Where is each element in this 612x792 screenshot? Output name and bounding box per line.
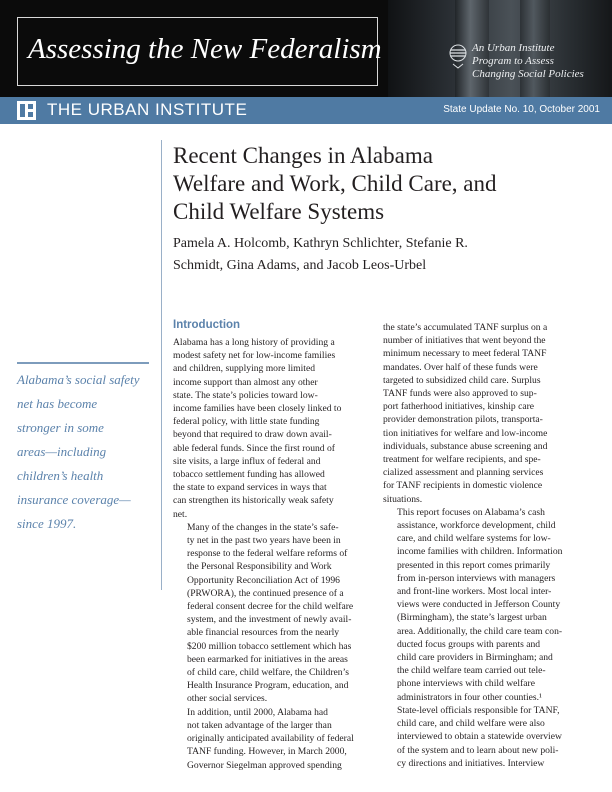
- pull-quote-line: children’s health: [17, 468, 104, 483]
- body-line: treatment for welfare recipients, and spe-: [383, 454, 541, 466]
- body-line: port fatherhood initiatives, kinship care: [383, 401, 535, 413]
- body-line: able financial resources from the nearly: [187, 627, 340, 639]
- body-line: beyond that required to draw down avail-: [173, 429, 332, 441]
- body-line: ty net in the past two years have been in: [187, 535, 341, 547]
- body-line: of the system and to learn about new poli-: [397, 744, 559, 756]
- pull-quote: [17, 368, 157, 536]
- body-line: tion initiatives for welfare and low-income: [383, 427, 548, 439]
- body-line: income families have been closely linked to: [173, 403, 342, 415]
- body-paragraph: [173, 706, 371, 772]
- body-line: TANF funding. However, in March 2000,: [187, 746, 347, 758]
- body-line: the state’s accumulated TANF surplus on a: [383, 322, 548, 333]
- body-line: and front-line workers. Most local inter-: [397, 586, 552, 598]
- section-heading: Introduction: [173, 319, 241, 331]
- state-update-label: State Update No. 10, October 2001: [443, 104, 600, 115]
- body-line: Governor Siegelman approved spending: [187, 759, 342, 771]
- body-paragraph: [383, 506, 581, 770]
- body-line: and children, supplying more limited: [173, 363, 316, 375]
- body-line: cy directions and initiatives. Interview: [397, 757, 545, 769]
- body-line: (PRWORA), the continued presence of a: [187, 587, 344, 599]
- body-line: state. The state’s policies toward low-: [173, 389, 318, 401]
- body-line: mandates. Over half of these funds were: [383, 361, 538, 373]
- body-line: of child care, child welfare, the Children’s: [187, 667, 349, 679]
- urban-institute-seal-icon: [449, 44, 467, 70]
- body-line: child care, and child welfare were also: [397, 718, 545, 730]
- body-line: interviewed to obtain a statewide overview: [397, 731, 562, 743]
- body-line: number of initiatives that went beyond the: [383, 335, 546, 347]
- body-line: provider demonstration pilots, transporta-: [383, 414, 543, 426]
- pull-quote-line: areas—including: [17, 444, 107, 459]
- body-line: presented in this report comes primarily: [397, 559, 551, 571]
- body-line: situations.: [383, 493, 423, 505]
- pull-quote-rule: [17, 362, 149, 364]
- body-line: area. Additionally, the child care team con-: [397, 625, 563, 637]
- body-line: This report focuses on Alabama’s cash: [397, 506, 545, 518]
- body-line: originally anticipated availability of federal: [187, 733, 354, 745]
- body-column-left: [173, 317, 371, 772]
- body-line: the Personal Responsibility and Work: [187, 561, 332, 573]
- pull-quote-line: stronger in some: [17, 420, 104, 435]
- tagline-line: Changing Social Policies: [472, 68, 584, 80]
- institute-name: THE URBAN INSTITUTE: [47, 100, 248, 119]
- body-line: federal policy, with little state funding: [173, 416, 320, 428]
- body-column-right: [383, 321, 581, 770]
- body-line: administrators in four other counties.¹: [397, 691, 542, 703]
- pull-quote-line: net has become: [17, 396, 98, 411]
- body-paragraph: [173, 336, 371, 521]
- body-line: assistance, workforce development, child: [397, 520, 556, 532]
- body-line: other social services.: [187, 693, 268, 705]
- body-line: Alabama has a long history of providing a: [173, 337, 335, 348]
- body-line: system, and the investment of newly avail-: [187, 614, 352, 626]
- report-title: [173, 142, 593, 226]
- body-line: Health Insurance Program, education, and: [187, 680, 349, 692]
- column-divider: [161, 140, 162, 590]
- body-line: (Birmingham), the state’s largest urban: [397, 612, 547, 624]
- body-line: Many of the changes in the state’s safe-: [187, 521, 339, 533]
- program-tagline: [472, 42, 602, 81]
- body-line: the state to expand services in ways that: [173, 482, 327, 494]
- tagline-line: An Urban Institute: [472, 42, 555, 54]
- body-line: income support than almost any other: [173, 376, 318, 388]
- body-line: able federal funds. Since the first round of: [173, 442, 335, 454]
- body-line: from in-person interviews with managers: [397, 572, 556, 584]
- body-line: for TANF recipients in domestic violence: [383, 480, 543, 492]
- body-line: site visits, a large influx of federal and: [173, 455, 321, 467]
- authors-line: Schmidt, Gina Adams, and Jacob Leos-Urbel: [173, 258, 427, 273]
- tagline-line: Program to Assess: [472, 55, 554, 67]
- body-line: modest safety net for low-income families: [173, 350, 336, 362]
- body-line: income families with children. Information: [397, 546, 563, 558]
- series-title-box: [17, 17, 382, 86]
- body-line: cialized assessment and planning services: [383, 467, 544, 479]
- pull-quote-line: since 1997.: [17, 516, 77, 531]
- body-line: Opportunity Reconciliation Act of 1996: [187, 574, 340, 586]
- body-line: child care providers in Birmingham; and: [397, 652, 553, 664]
- body-line: not taken advantage of the larger than: [187, 719, 332, 731]
- pull-quote-line: Alabama’s social safety: [17, 372, 140, 387]
- body-line: ducted focus groups with parents and: [397, 638, 541, 650]
- urban-institute-logo-icon: [17, 101, 36, 120]
- body-line: In addition, until 2000, Alabama had: [187, 706, 328, 718]
- body-line: $200 million tobacco settlement which has: [187, 640, 352, 652]
- body-line: been earmarked for initiatives in the areas: [187, 653, 348, 665]
- series-title: Assessing the New Federalism: [28, 33, 382, 65]
- pull-quote-line: insurance coverage—: [17, 492, 131, 507]
- body-line: phone interviews with child welfare: [397, 678, 535, 690]
- report-title-line: Recent Changes in Alabama: [173, 143, 433, 168]
- body-line: targeted to subsidized child care. Surplus: [383, 374, 541, 386]
- body-line: net.: [173, 508, 188, 520]
- body-line: response to the federal welfare reforms of: [187, 548, 348, 560]
- body-line: TANF funds were also approved to sup-: [383, 388, 537, 400]
- body-line: minimum necessary to meet federal TANF: [383, 348, 547, 360]
- body-line: individuals, substance abuse screening and: [383, 440, 548, 452]
- body-line: tobacco settlement funding has allowed: [173, 469, 325, 481]
- body-line: can strengthen its historically weak safety: [173, 495, 334, 507]
- body-line: views were conducted in Jefferson County: [397, 599, 561, 611]
- authors-line: Pamela A. Holcomb, Kathryn Schlichter, Stefanie R.: [173, 236, 468, 251]
- masthead: [0, 0, 612, 97]
- body-line: State-level officials responsible for TANF,: [397, 704, 560, 716]
- institute-bar: [0, 97, 612, 124]
- body-line: federal consent decree for the child welfare: [187, 601, 354, 613]
- body-line: care, and child welfare systems for low-: [397, 533, 551, 545]
- body-line: the child welfare team carried out tele-: [397, 665, 546, 677]
- body-paragraph: [173, 521, 371, 706]
- authors: [173, 233, 573, 277]
- body-paragraph: [383, 321, 581, 506]
- report-title-line: Welfare and Work, Child Care, and: [173, 171, 497, 196]
- report-title-line: Child Welfare Systems: [173, 199, 385, 224]
